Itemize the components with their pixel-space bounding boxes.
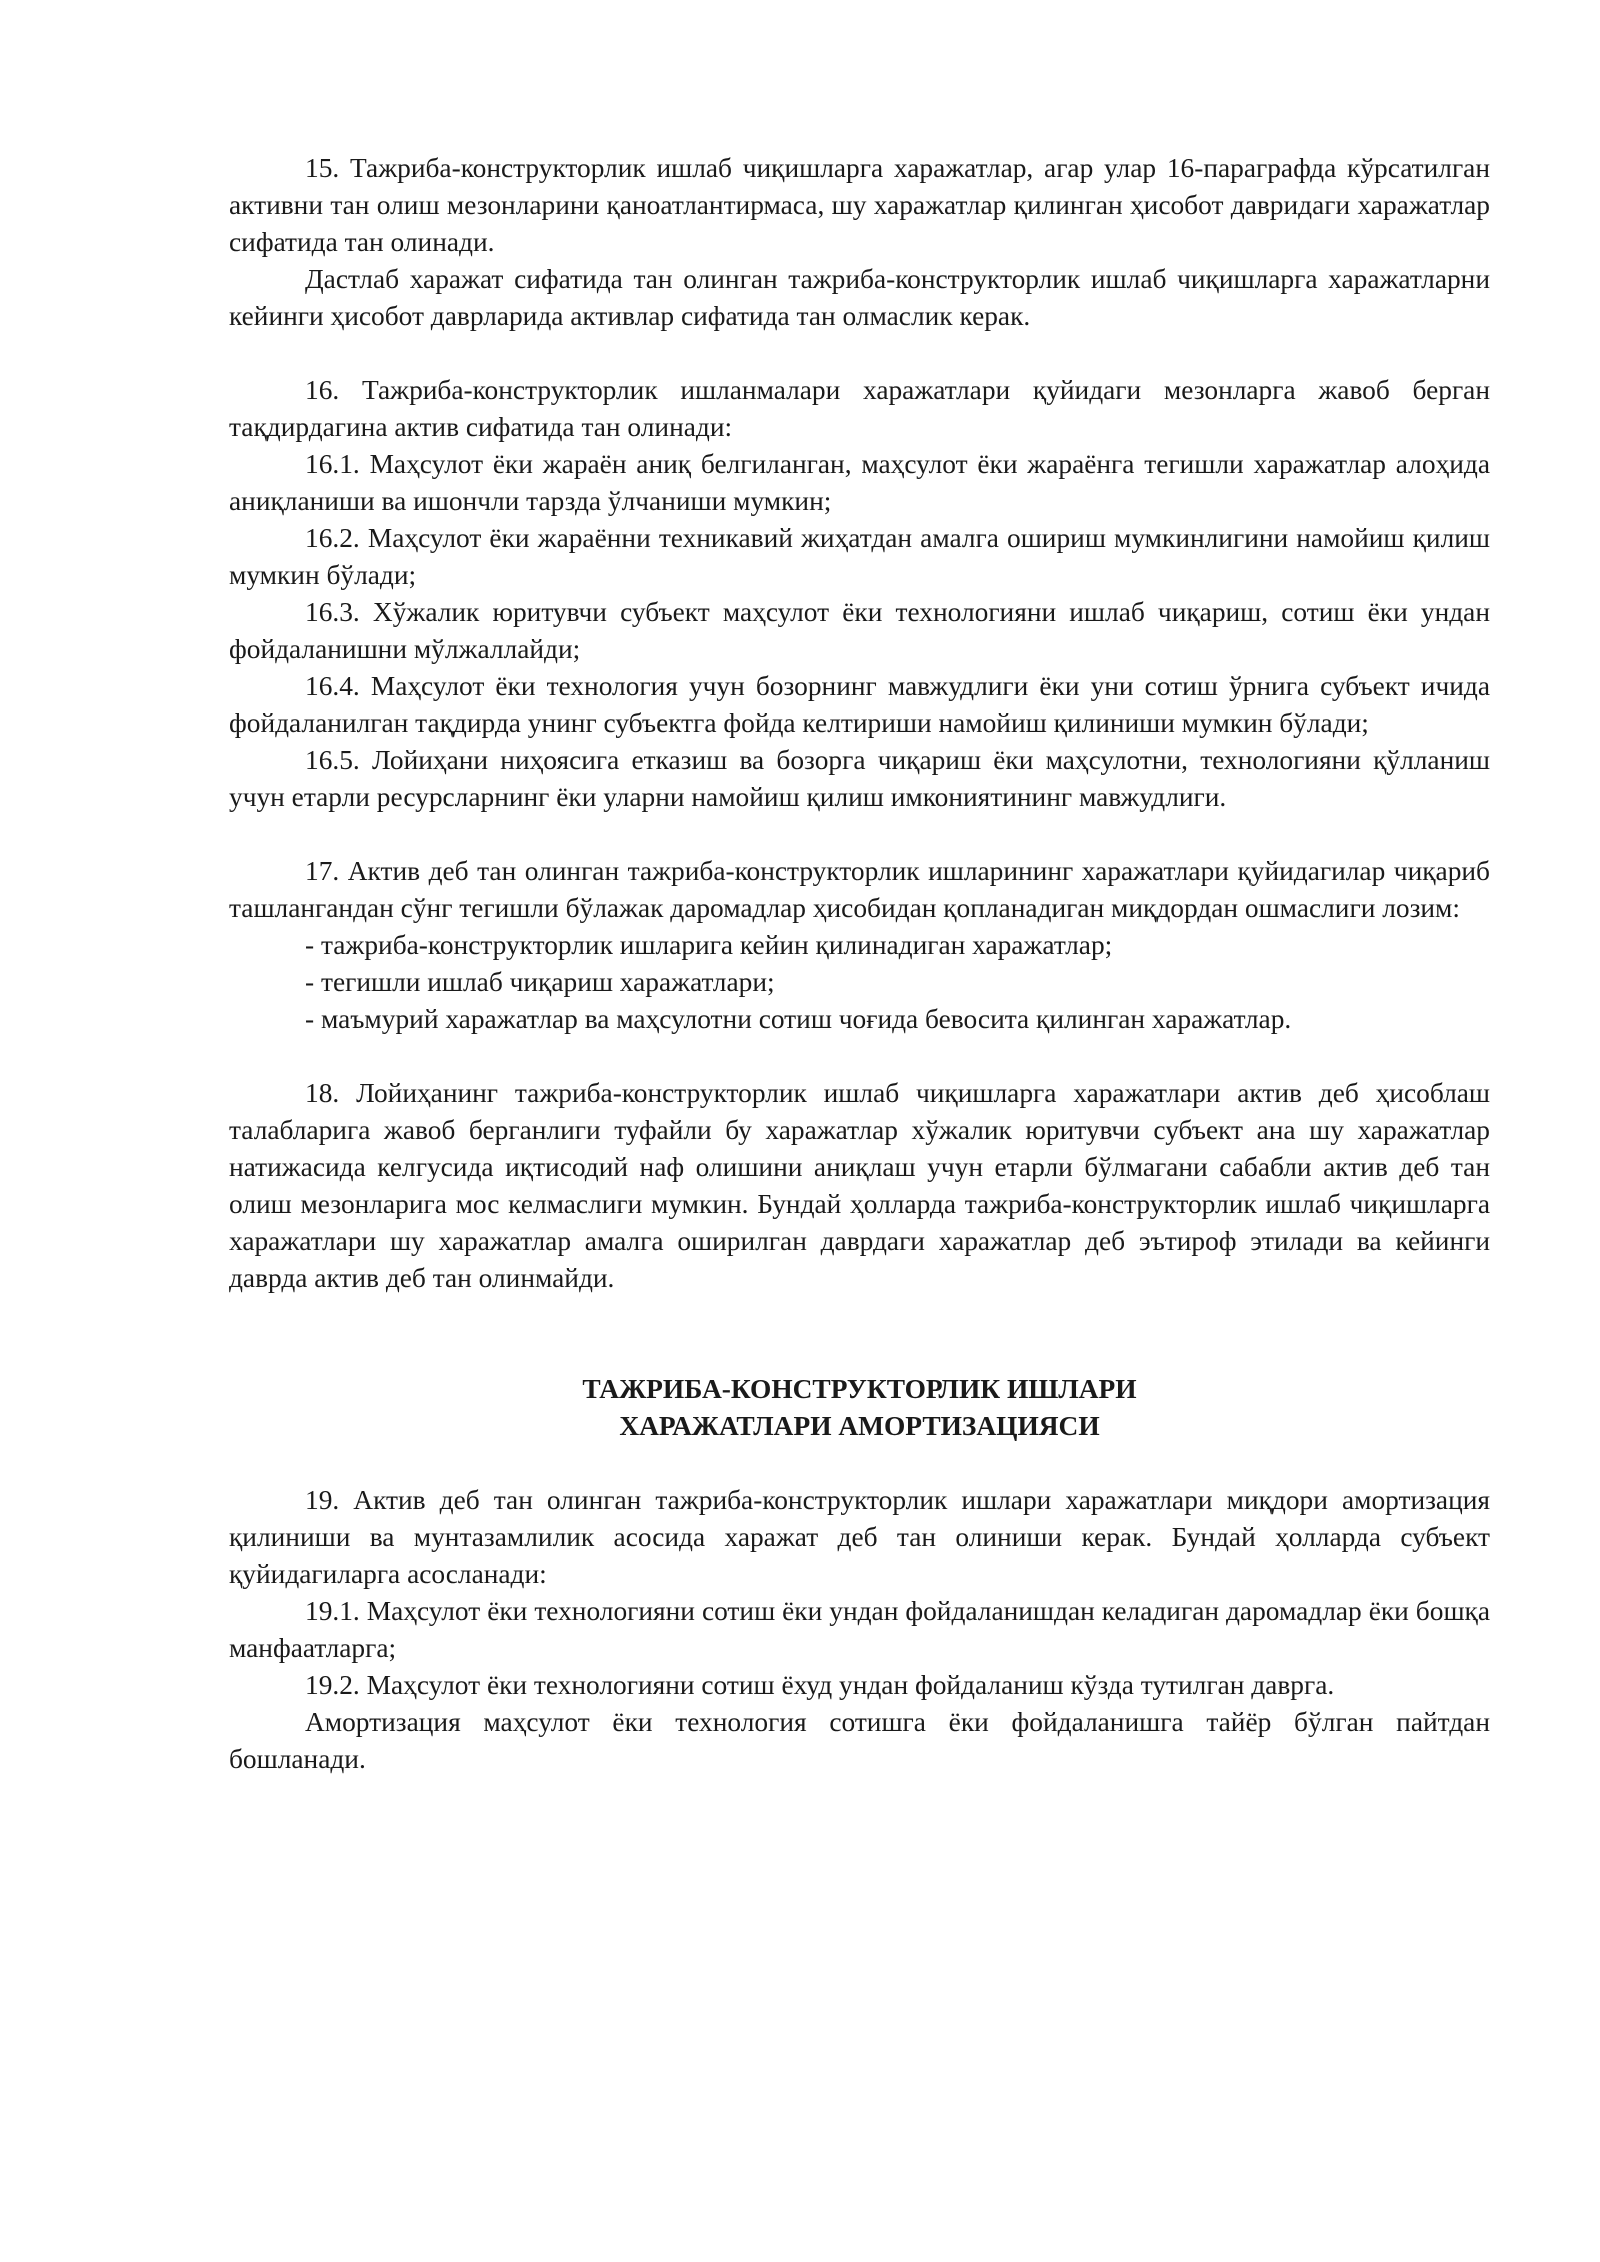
section-heading-line-1: ТАЖРИБА-КОНСТРУКТОРЛИК ИШЛАРИ	[582, 1374, 1137, 1404]
spacer	[229, 816, 1490, 853]
spacer	[229, 1038, 1490, 1075]
item-16-5: 16.5. Лойиҳани ниҳоясига етказиш ва бозорга чиқариш ёки маҳсулотни, технологияни қўлланиш учун етарли ресурсларнинг ёки уларни намойиш қилиш имкониятининг мавжудлиги.	[229, 745, 1490, 812]
paragraph-16: 16. Тажриба-конструкторлик ишланмалари харажатлари қуйидаги мезонларга жавоб берган тақдирдагина актив сифатида тан олинади:	[229, 375, 1490, 442]
bullet-17-1: - тажриба-конструкторлик ишларига кейин қилинадиган харажатлар;	[305, 930, 1113, 960]
item-16-2: 16.2. Маҳсулот ёки жараённи техникавий жиҳатдан амалга ошириш мумкинлигини намойиш қилиш мумкин бўлади;	[229, 523, 1490, 590]
paragraph-19: 19. Актив деб тан олинган тажриба-конструкторлик ишлари харажатлари миқдори амортизация қилиниши ва мунтазамлилик асосида харажат деб тан олиниши керак. Бундай ҳолларда субъект қуйидагиларга асосланади:	[229, 1485, 1490, 1589]
item-19-1: 19.1. Маҳсулот ёки технологияни сотиш ёки ундан фойдаланишдан келадиган даромадлар ёки бошқа манфаатларга;	[229, 1596, 1490, 1663]
paragraph-18: 18. Лойиҳанинг тажриба-конструкторлик ишлаб чиқишларга харажатлари актив деб ҳисоблаш талабларига жавоб берганлиги туфайли бу харажатлар хўжалик юритувчи субъект ана шу харажатлар натижасида келгусида иқтисодий наф олишини аниқлаш учун етарли бўлмагани сабабли актив деб тан олиш мезонларига мос келмаслиги мумкин. Бундай ҳолларда тажриба-конструкторлик ишлаб чиқишларга харажатлари шу харажатлар амалга оширилган даврдаги харажатлар деб эътироф этилади ва кейинги даврда актив деб тан олинмайди.	[229, 1078, 1490, 1293]
paragraph-15-continuation: Дастлаб харажат сифатида тан олинган тажриба-конструкторлик ишлаб чиқишларга харажатларни кейинги ҳисобот даврларида активлар сифатида тан олмаслик керак.	[229, 264, 1490, 331]
section-heading-line-2: ХАРАЖАТЛАРИ АМОРТИЗАЦИЯСИ	[619, 1411, 1100, 1441]
spacer	[229, 1297, 1490, 1371]
item-16-3: 16.3. Хўжалик юритувчи субъект маҳсулот ёки технологияни ишлаб чиқариш, сотиш ёки ундан фойдаланишни мўлжаллайди;	[229, 597, 1490, 664]
document-page	[229, 150, 1490, 1778]
item-16-4: 16.4. Маҳсулот ёки технология учун бозорнинг мавжудлиги ёки уни сотиш ўрнига субъект ичида фойдаланилган тақдирда унинг субъектга фойда келтириши намойиш қилиниши мумкин бўлади;	[229, 671, 1490, 738]
item-16-1: 16.1. Маҳсулот ёки жараён аниқ белгиланган, маҳсулот ёки жараёнга тегишли харажатлар алоҳида аниқланиши ва ишончли тарзда ўлчаниши мумкин;	[229, 449, 1490, 516]
paragraph-19-closing: Амортизация маҳсулот ёки технология сотишга ёки фойдаланишга тайёр бўлган пайтдан бошланади.	[229, 1707, 1490, 1774]
spacer	[229, 335, 1490, 372]
spacer	[229, 1445, 1490, 1482]
paragraph-17: 17. Актив деб тан олинган тажриба-конструкторлик ишларининг харажатлари қуйидагилар чиқариб ташлангандан сўнг тегишли бўлажак даромадлар ҳисобидан қопланадиган миқдордан ошмаслиги лозим:	[229, 856, 1490, 923]
bullet-17-3: - маъмурий харажатлар ва маҳсулотни сотиш чоғида бевосита қилинган харажатлар.	[305, 1004, 1292, 1034]
paragraph-15: 15. Тажриба-конструкторлик ишлаб чиқишларга харажатлар, агар улар 16-параграфда кўрсатилган активни тан олиш мезонларини қаноатлантирмаса, шу харажатлар қилинган ҳисобот давридаги харажатлар сифатида тан олинади.	[229, 153, 1490, 257]
bullet-17-2: - тегишли ишлаб чиқариш харажатлари;	[305, 967, 775, 997]
item-19-2: 19.2. Маҳсулот ёки технологияни сотиш ёхуд ундан фойдаланиш кўзда тутилган даврга.	[305, 1670, 1335, 1700]
